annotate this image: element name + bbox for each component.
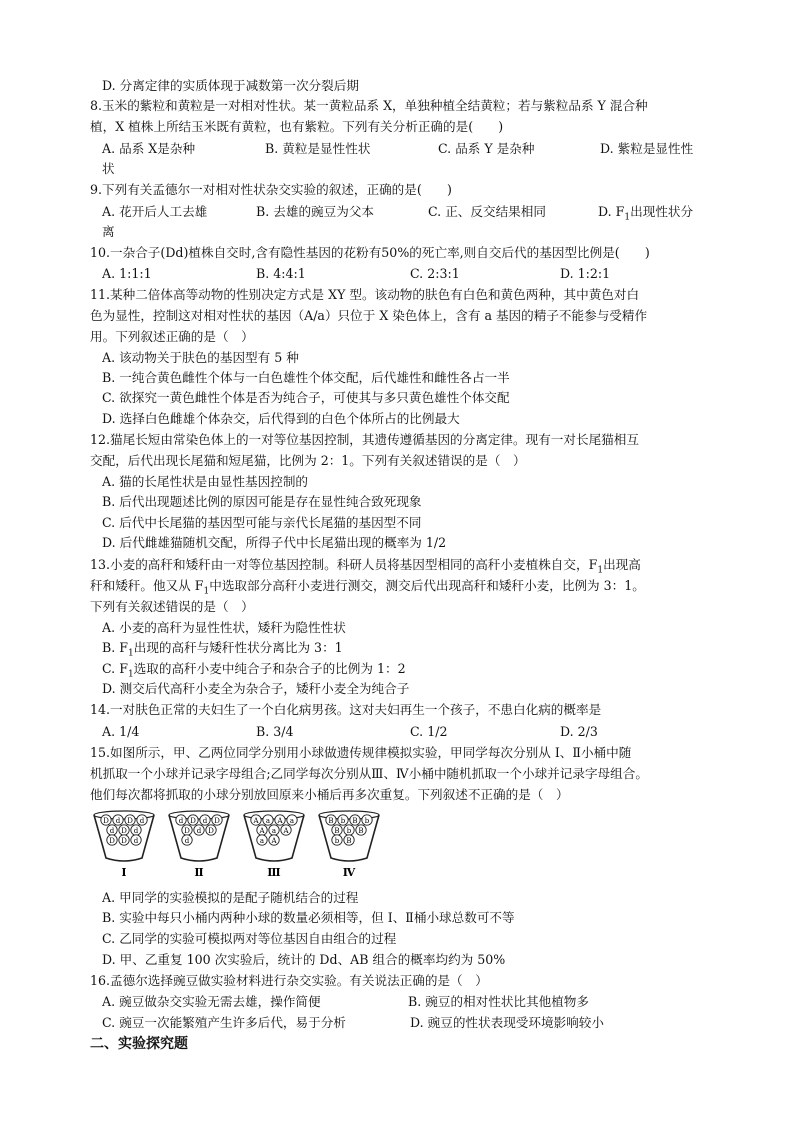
q15-option-a: A. 甲同学的实验模拟的是配子随机结合的过程 [102, 890, 359, 905]
ball-letter: D [121, 826, 127, 835]
urn-label: Ⅲ [267, 866, 281, 879]
q13-option-b: B. $F_1$出现的高秆与矮秆性状分离比为 3：1 [102, 640, 343, 659]
ball-letter: A [259, 826, 265, 835]
q9-option-a: A. 花开后人工去雄 [102, 204, 208, 219]
ball-letter: d [109, 826, 115, 835]
ball-letter: d [139, 816, 145, 825]
q8-option-b: B. 黄粒是显性性状 [265, 141, 371, 156]
ball-letter: a [271, 826, 277, 835]
q9-option-d: D. $F_1$出现性状分 [598, 204, 694, 223]
ball-letter: a [265, 816, 271, 825]
ball-letter: b [346, 826, 352, 835]
ball-letter: D [127, 816, 133, 825]
urn-label: Ⅳ [342, 866, 356, 879]
ball-letter: B [334, 826, 340, 835]
q10-option-d: D. 1:2:1 [560, 266, 611, 281]
q12-option-b: B. 后代出现题述比例的原因可能是存在显性纯合致死现象 [102, 494, 422, 509]
q16-option-c: C. 豌豆一次能繁殖产生许多后代，易于分析 [102, 1015, 346, 1030]
ball-letter: d [133, 826, 139, 835]
ball-letter: d [184, 836, 190, 845]
urn-label: Ⅱ [194, 866, 204, 879]
q7-option-d: D. 分离定律的实质体现于减数第一次分裂后期 [102, 78, 359, 93]
urn-3 [244, 811, 304, 879]
q15-option-c: C. 乙同学的实验可模拟两对等位基因自由组合的过程 [102, 931, 397, 946]
ball-letter: b [364, 816, 370, 825]
q10-option-a: A. 1:1:1 [102, 266, 152, 281]
ball-letter: a [259, 836, 265, 845]
q16-option-b: B. 豌豆的相对性状比其他植物多 [408, 994, 589, 1009]
q9-option-b: B. 去雄的豌豆为父本 [256, 204, 375, 219]
q10-stem: 10.一杂合子(Dd)植株自交时,含有隐性基因的花粉有50%的死亡率,则自交后代的基因型比例是( ) [90, 245, 650, 260]
q13-stem-line3: 下列有关叙述错误的是（ ） [90, 599, 254, 614]
q8-stem-line2: 植，X 植株上所结玉米既有黄粒，也有紫粒。下列有关分析正确的是( ) [90, 119, 504, 134]
q13-stem-line1: 13.小麦的高秆和矮秆由一对等位基因控制。科研人员将基因型相同的高秆小麦植株自交，$F_1$出现高 [90, 557, 641, 576]
q15-stem-line2: 机抓取一个小球并记录字母组合;乙同学每次分别从Ⅲ、Ⅳ小桶中随机抓取一个小球并记录字母组合。 [90, 766, 648, 781]
q9-option-c: C. 正、反交结果相同 [428, 204, 546, 219]
q12-option-a: A. 猫的长尾性状是由显性基因控制的 [102, 474, 309, 489]
q12-option-d: D. 后代雌雄猫随机交配，所得子代中长尾猫出现的概率为 1/2 [102, 535, 447, 550]
ball-letter: B [328, 816, 334, 825]
q10-option-b: B. 4:4:1 [256, 266, 306, 281]
ball-letter: A [283, 826, 289, 835]
ball-letter: D [184, 826, 190, 835]
urn-1 [94, 811, 154, 879]
q14-option-c: C. 1/2 [410, 724, 448, 739]
q15-stem-line1: 15.如图所示，甲、乙两位同学分别用小球做遗传规律模拟实验，甲同学每次分别从 Ⅰ、Ⅱ小桶中随 [90, 745, 632, 760]
ball-letter: A [271, 836, 277, 845]
q16-option-a: A. 豌豆做杂交实验无需去雄，操作简便 [102, 994, 321, 1009]
ball-letter: d [115, 816, 121, 825]
ball-letter: D [214, 816, 220, 825]
ball-letter: d [202, 816, 208, 825]
ball-letter: d [196, 826, 202, 835]
q11-stem-line1: 11.某种二倍体高等动物的性别决定方式是 XY 型。该动物的肤色有白色和黄色两种，其中黄色对白 [90, 287, 640, 302]
urn-4 [319, 811, 379, 879]
q8-option-c: C. 品系 Y 是杂种 [438, 141, 535, 156]
q15-option-b: B. 实验中每只小桶内两种小球的数量必须相等，但 Ⅰ、Ⅱ桶小球总数可不等 [102, 910, 515, 925]
q11-stem-line3: 用。下列叙述正确的是（ ） [90, 329, 254, 344]
ball-letter: d [178, 816, 184, 825]
q16-option-d: D. 豌豆的性状表现受环境影响较小 [410, 1015, 604, 1030]
q13-stem-line2: 秆和矮秆。他又从 $F_1$中选取部分高秆小麦进行测交，测交后代出现高秆和矮秆小麦，比例为 3：1。 [90, 578, 645, 597]
q12-option-c: C. 后代中长尾猫的基因型可能与亲代长尾猫的基因型不同 [102, 515, 422, 530]
q14-stem: 14.一对肤色正常的夫妇生了一个白化病男孩。这对夫妇再生一个孩子，不患白化病的概率是 [90, 702, 602, 717]
q9-option-d-cont: 离 [102, 224, 115, 239]
q13-option-a: A. 小麦的高秆为显性性状，矮秆为隐性性状 [102, 620, 346, 635]
q10-option-c: C. 2:3:1 [410, 266, 460, 281]
q8-stem-line1: 8.玉米的紫粒和黄粒是一对相对性状。某一黄粒品系 X，单独种植全结黄粒；若与紫粒品系 Y 混合种 [90, 98, 648, 113]
ball-letter: A [253, 816, 259, 825]
q13-option-c: C. $F_1$选取的高秆小麦中纯合子和杂合子的比例为 1：2 [102, 661, 406, 680]
q11-option-c: C. 欲探究一黄色雌性个体是否为纯合子，可使其与多只黄色雄性个体交配 [102, 390, 510, 405]
ball-letter: b [340, 816, 346, 825]
q11-option-b: B. 一纯合黄色雌性个体与一白色雄性个体交配，后代雄性和雌性各占一半 [102, 370, 510, 385]
urn-label: Ⅰ [121, 866, 127, 879]
q15-option-d: D. 甲、乙重复 100 次实验后，统计的 Dd、AB 组合的概率均约为 50% [102, 952, 506, 967]
ball-letter: B [352, 816, 358, 825]
q14-option-d: D. 2/3 [560, 724, 598, 739]
q8-option-a: A. 品系 X是杂种 [102, 141, 196, 156]
q13-option-d: D. 测交后代高秆小麦全为杂合子，矮秆小麦全为纯合子 [102, 681, 410, 696]
q14-option-b: B. 3/4 [256, 724, 294, 739]
ball-letter: A [277, 816, 283, 825]
ball-letter: D [121, 836, 127, 845]
ball-letter: d [133, 836, 139, 845]
q12-stem-line1: 12.猫尾长短由常染色体上的一对等位基因控制，其遗传遵循基因的分离定律。现有一对长尾猫相互 [90, 432, 639, 447]
ball-letter: a [289, 816, 295, 825]
q14-option-a: A. 1/4 [102, 724, 140, 739]
urn-2 [169, 811, 229, 879]
q8-option-d: D. 紫粒是显性性 [600, 141, 694, 156]
q11-stem-line2: 色为显性，控制这对相对性状的基因（A/a）只位于 X 染色体上，含有 a 基因的精子不能参与受精作 [90, 308, 648, 323]
q12-stem-line2: 交配，后代出现长尾猫和短尾猫，比例为 2：1。下列有关叙述错误的是（ ） [90, 453, 526, 468]
q16-stem: 16.孟德尔选择豌豆做实验材料进行杂交实验。有关说法正确的是（ ） [90, 973, 488, 988]
q11-option-a: A. 该动物关于肤色的基因型有 5 种 [102, 350, 299, 365]
ball-letter: D [103, 816, 109, 825]
q9-stem: 9.下列有关孟德尔一对相对性状杂交实验的叙述，正确的是( ) [90, 182, 452, 197]
ball-letter: D [208, 826, 214, 835]
q11-option-d: D. 选择白色雌雄个体杂交，后代得到的白色个体所占的比例最大 [102, 411, 460, 426]
ball-letter: D [190, 816, 196, 825]
q15-stem-line3: 他们每次都将抓取的小球分别放回原来小桶后再多次重复。下列叙述不正确的是（ ） [90, 787, 569, 802]
ball-letter: D [109, 836, 115, 845]
ball-letter: B [346, 836, 352, 845]
urn-figure [92, 810, 392, 880]
ball-letter: B [358, 826, 364, 835]
section-heading: 二、实验探究题 [90, 1036, 188, 1052]
q8-option-d-cont: 状 [102, 161, 115, 176]
ball-letter: b [334, 836, 340, 845]
